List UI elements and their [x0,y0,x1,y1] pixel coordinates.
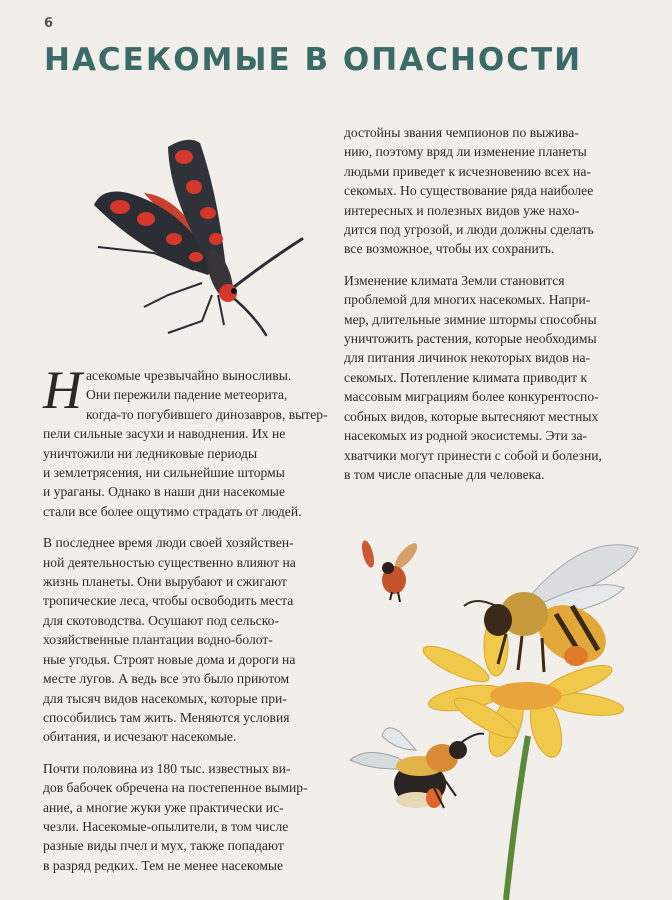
text-line: ной деятельностью существенно влияют на [43,554,296,570]
text-line: секомых. Но существование ряда наиболее [344,183,594,199]
text-line: насекомых из родной экосистемы. Эти за- [344,428,588,444]
text-line: для скотоводства. Осушают под сельско- [43,612,279,628]
text-line: в том числе опасные для человека. [344,466,545,482]
text-line: хозяйственные плантации водно-болот- [43,632,273,648]
paragraph-intro [43,360,343,521]
text-line: разные виды пчел и мух, также попадают [43,838,284,854]
text-line: месте лугов. А ведь все это было приютом [43,671,290,687]
drop-cap: Н [43,360,82,420]
text-line: стали все более ощутимо страдать от людей. [43,503,302,519]
text-line: дится под угрозой, и люди должны сделать [344,222,594,238]
text-line: чезли. Насекомые-опылители, в том числе [43,818,289,834]
text-line: собных видов, которые вытесняют местных [344,408,599,424]
text-line: массовым миграциям более конкурентоспо- [344,389,599,405]
text-line: ные угодья. Строят новые дома и дороги на [43,651,296,667]
text-line: для питания личинок некоторых видов на- [344,350,591,366]
text-line: интересных и полезных видов уже нахо- [344,202,580,218]
text-line: и ураганы. Однако в наши дни насекомые [43,484,285,500]
text-line: Почти половина из 180 тыс. известных ви- [43,760,291,776]
text-line: и землетрясения, ни сильнейшие штормы [43,465,285,481]
text-line: асекомые чрезвычайно выносливы. [86,368,292,383]
text-line: людьми приведет к исчезновению всех на- [344,163,591,179]
text-line: пели сильные засухи и наводнения. Их не [43,426,286,442]
burnet-moth-illustration [84,135,309,340]
page-title: НАСЕКОМЫЕ В ОПАСНОСТИ [44,42,583,78]
text-line: жизнь планеты. Они вырубают и сжигают [43,574,287,590]
text-line: для тысяч видов насекомых, которые при- [43,690,287,706]
right-text-column [344,123,644,496]
text-line: в разряд редких. Тем не менее насекомые [43,857,284,873]
text-line: уничтожили ни ледниковые периоды [43,445,258,461]
text-line: В последнее время люди своей хозяйствен- [43,535,294,551]
page-number: 6 [44,16,54,31]
text-line: когда-то погубившего динозавров, вытер- [86,406,328,422]
paragraph-human-activity [43,533,343,746]
text-line: способились там жить. Меняются условия [43,709,290,725]
text-line: тропические леса, чтобы освободить места [43,593,294,609]
text-line: обитания, и исчезают насекомые. [43,729,237,745]
text-line: проблемой для многих насекомых. Напри- [344,292,591,308]
text-line: Они пережили падение метеорита, [86,387,288,403]
text-line: Изменение климата Земли становится [344,272,565,288]
text-line: достойны звания чемпионов по выжива- [344,125,579,140]
text-line: нию, поэтому вряд ли изменение планеты [344,144,587,160]
text-line: хватчики могут принести с собой и болезни, [344,447,602,463]
bees-on-flower-illustration [346,536,646,900]
paragraph-survivors [344,123,644,259]
text-line: мер, длительные зимние штормы способны [344,311,597,327]
text-line: дов бабочек обречена на постепенное вымир- [43,780,308,796]
text-line: уничтожить растения, которые необходимы [344,331,597,347]
text-line: секомых. Потепление климата приводит к [344,369,588,385]
paragraph-species-decline [43,759,343,875]
paragraph-climate-change [344,271,644,484]
text-line: все возможное, чтобы их сохранить. [344,241,555,257]
left-text-column [43,360,343,887]
text-line: ание, а многие жуки уже практически ис- [43,799,284,815]
